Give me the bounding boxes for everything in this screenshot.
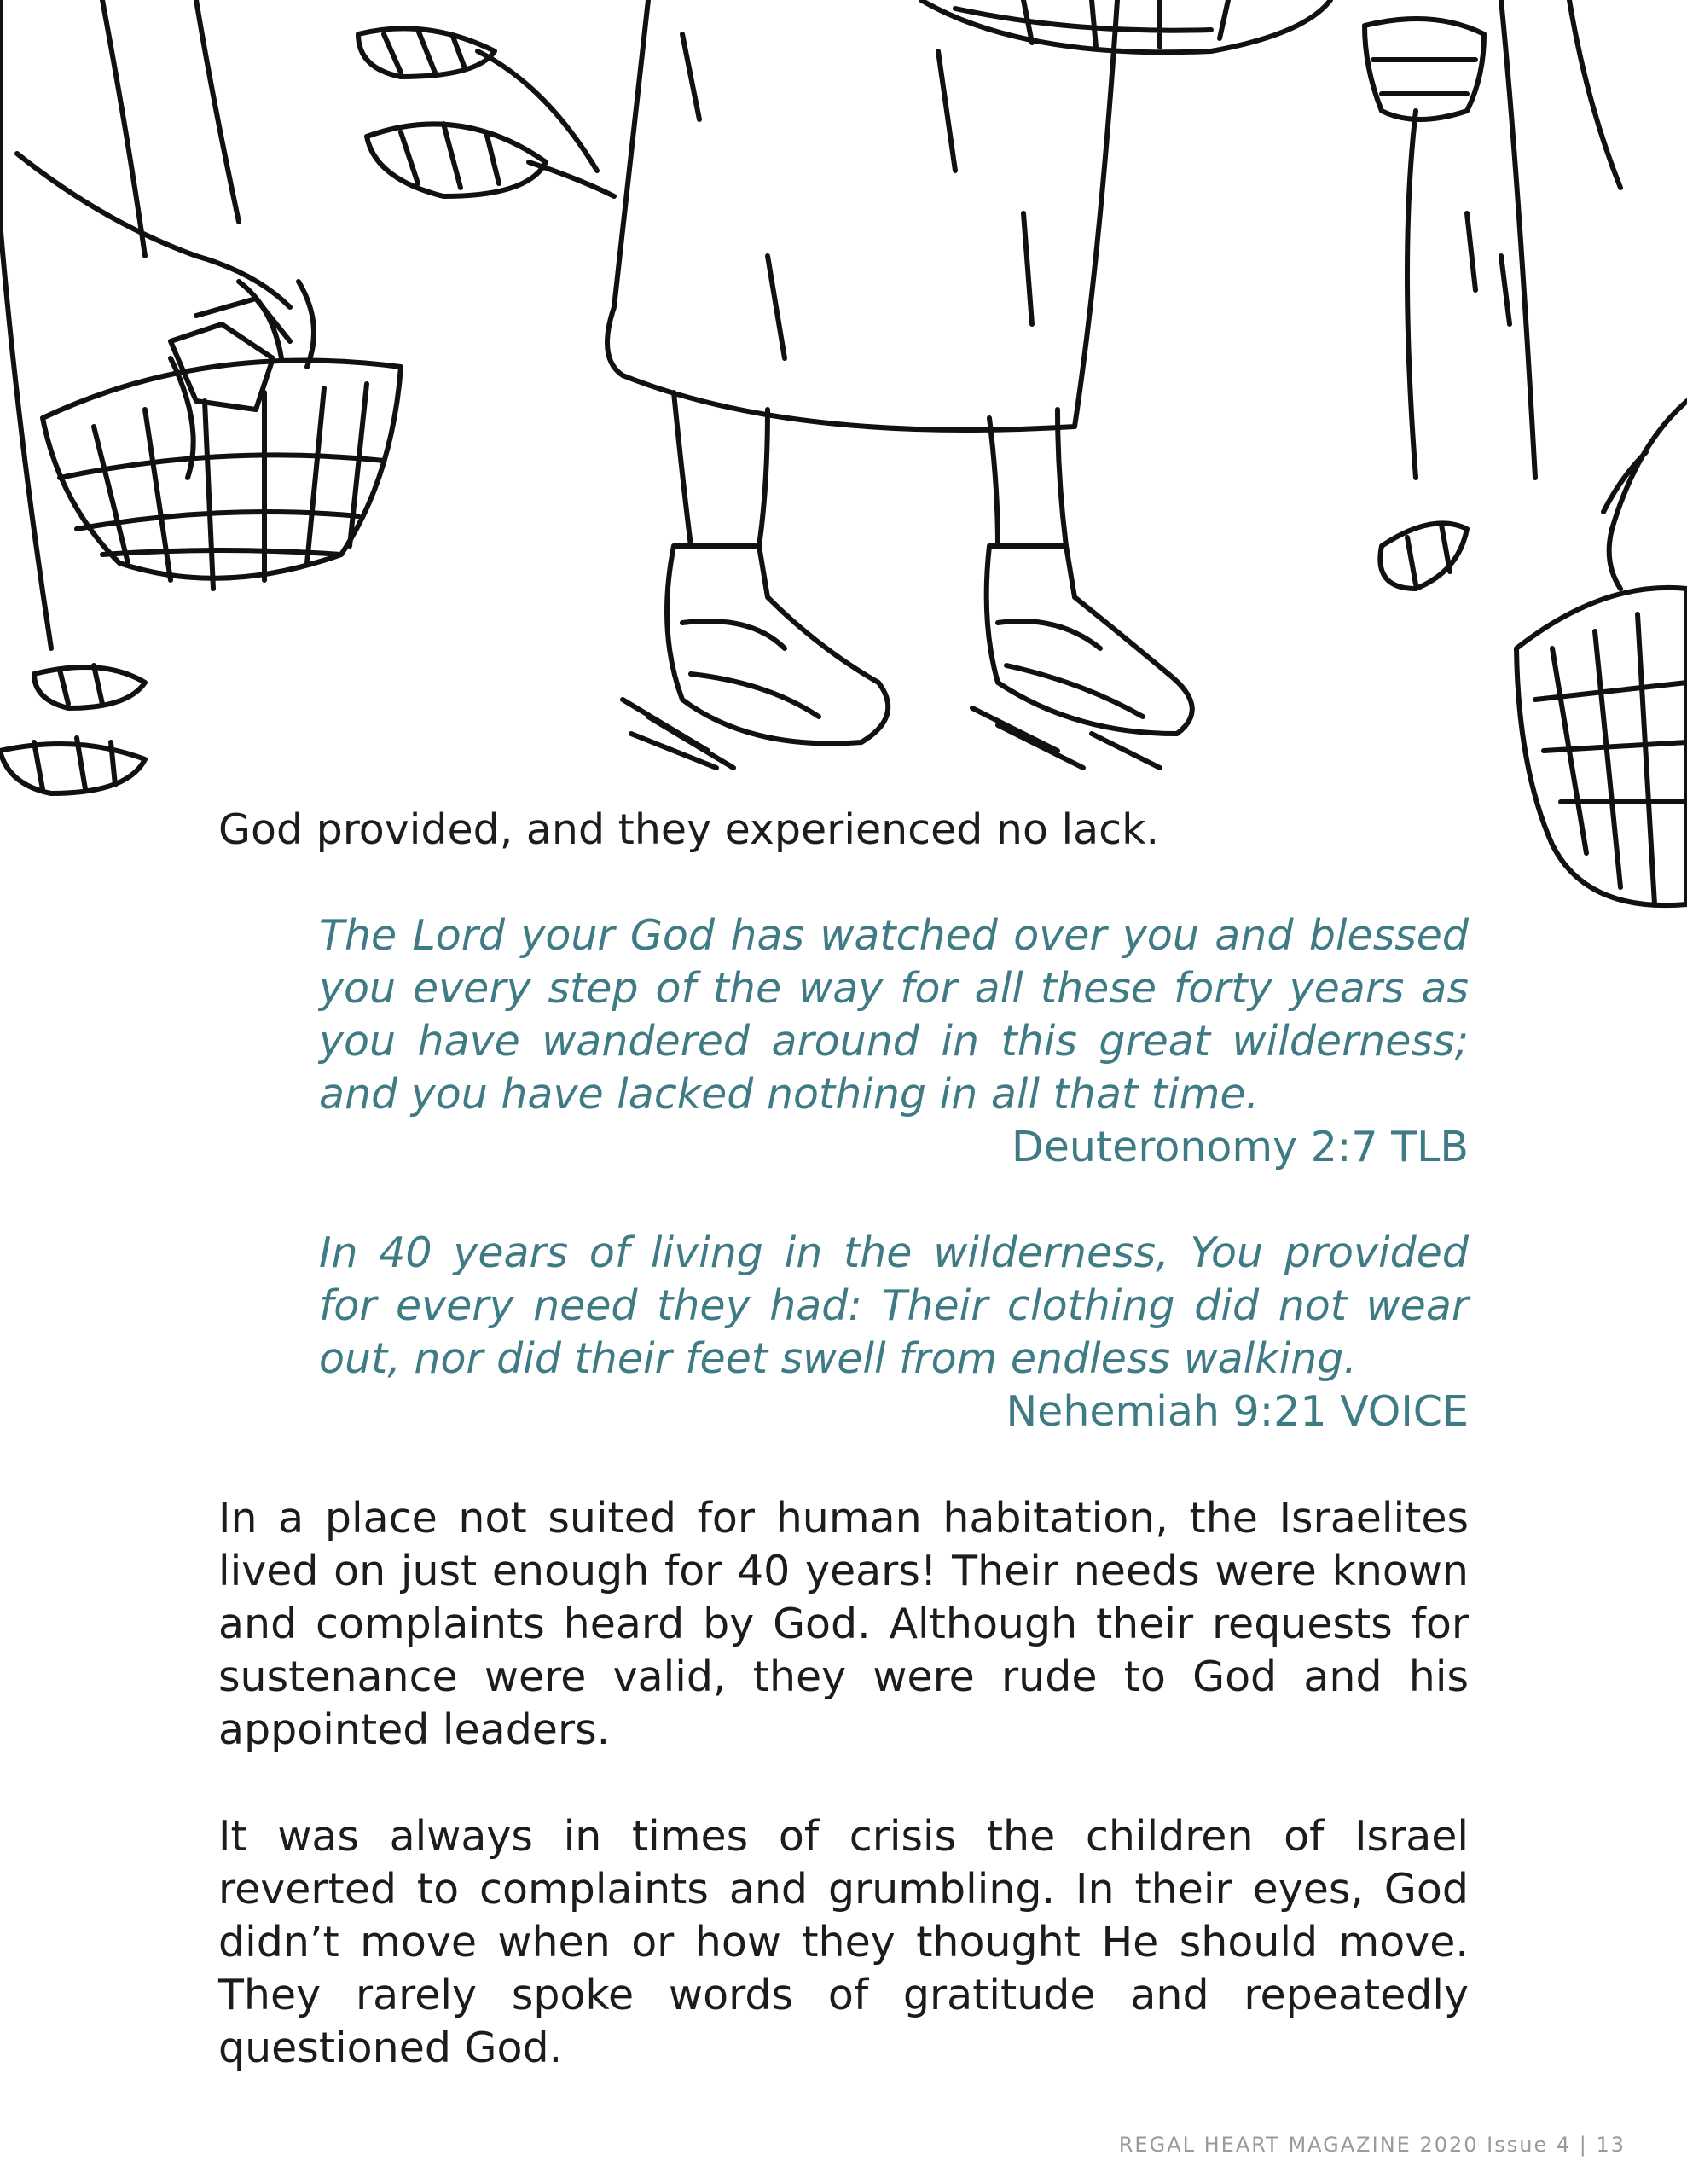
bottom-left-sandal-2 — [0, 738, 145, 793]
right-figure-sandal — [1380, 523, 1467, 589]
right-figure-robe — [1407, 0, 1620, 478]
right-basket-small — [1365, 19, 1484, 119]
scripture-quote-nehemiah — [319, 1227, 1469, 1438]
center-left-leg — [674, 392, 768, 546]
quote-reference: Deuteronomy 2:7 TLB — [1012, 1123, 1469, 1171]
left-sandal-lower — [367, 124, 546, 196]
center-basket-top — [921, 0, 1330, 52]
right-figure-arm — [1603, 401, 1687, 589]
page-footer: REGAL HEART MAGAZINE 2020 Issue 4 | 13 — [1118, 2133, 1626, 2157]
center-figure-robe — [607, 0, 1117, 430]
lead-sentence: God provided, and they experienced no lack. — [218, 805, 1160, 854]
left-basket-hands — [171, 282, 314, 478]
quote-text: In 40 years of living in the wilderness, You provided for every need they had: Their clothing did not wear out, nor did their feet swell from endless walking. — [319, 1228, 1469, 1383]
center-right-sandal — [987, 546, 1192, 734]
body-paragraph: It was always in times of crisis the children of Israel reverted to complaints and grumbling. In their eyes, God didn’t move when or how they thought He should move. They rarely spoke words of gratitude and repeatedly questioned God. — [218, 1812, 1469, 2072]
left-sandal-upper — [358, 28, 495, 77]
quote-reference: Nehemiah 9:21 VOICE — [1006, 1387, 1469, 1436]
bottom-left-sandal-1 — [34, 665, 145, 708]
quote-text: The Lord your God has watched over you and blessed you every step of the way for all these forty years as you have wandered around in this great wilderness; and you have lacked nothing in all that time. — [319, 911, 1469, 1118]
left-figure-arm — [17, 154, 290, 307]
people-with-baskets-illustration — [0, 0, 1687, 913]
body-paragraph: In a place not suited for human habitation, the Israelites lived on just enough for 40 years! Their needs were known and complaints heard by God. Although their requests for sustenance were valid, they were rude to God and his appointed leaders. — [218, 1494, 1469, 1754]
scripture-quote-deuteronomy — [319, 909, 1469, 1174]
center-left-sandal — [667, 546, 888, 743]
